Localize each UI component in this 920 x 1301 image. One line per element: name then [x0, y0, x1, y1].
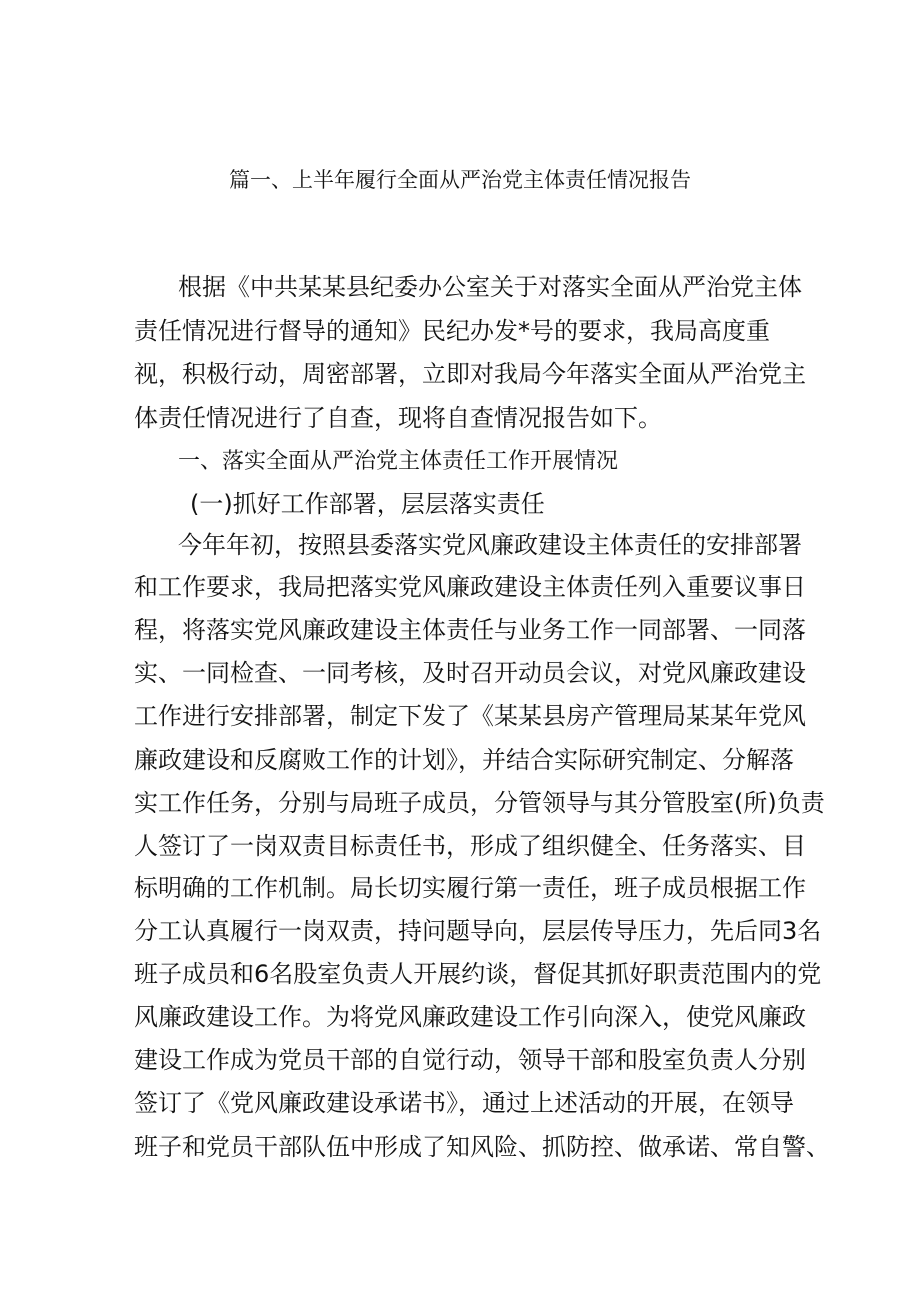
body-line: 和工作要求，我局把落实党风廉政建设主体责任列入重要议事日 — [134, 573, 806, 601]
body-line: 标明确的工作机制。局长切实履行第一责任，班子成员根据工作 — [134, 874, 806, 902]
body-line: 风廉政建设工作。为将党风廉政建设工作引向深入，使党风廉政 — [134, 1003, 806, 1031]
section-heading-1: 一、落实全面从严治党主体责任工作开展情况 — [178, 449, 619, 474]
body-line: 工作进行安排部署，制定下发了《某某县房产管理局某某年党风 — [134, 702, 806, 730]
body-line: 分工认真履行一岗双责，持问题导向，层层传导压力，先后同3名 — [134, 917, 822, 945]
body-line: 实工作任务，分别与局班子成员，分管领导与其分管股室(所)负责 — [134, 789, 825, 817]
subsection-heading-1: (一)抓好工作部署，层层落实责任 — [190, 490, 545, 518]
body-line: 签订了《党风廉政建设承诺书》，通过上述活动的开展，在领导 — [134, 1089, 794, 1117]
body-line: 人签订了一岗双责目标责任书，形成了组织健全、任务落实、目 — [134, 832, 806, 860]
paragraph-intro-line-1: 根据《中共某某县纪委办公室关于对落实全面从严治党主体 — [178, 273, 802, 301]
body-line: 班子成员和6名股室负责人开展约谈，督促其抓好职责范围内的党 — [134, 960, 822, 988]
body-line: 程，将落实党风廉政建设主体责任与业务工作一同部署、一同落 — [134, 616, 806, 644]
paragraph-intro-line-3: 视，积极行动，周密部署，立即对我局今年落实全面从严治党主 — [134, 360, 806, 388]
document-title: 篇一、上半年履行全面从严治党主体责任情况报告 — [229, 168, 691, 192]
body-line: 班子和党员干部队伍中形成了知风险、抓防控、做承诺、常自警、 — [134, 1133, 830, 1161]
body-line: 建设工作成为党员干部的自觉行动，领导干部和股室负责人分别 — [134, 1046, 806, 1074]
paragraph-intro-line-4: 体责任情况进行了自查，现将自查情况报告如下。 — [134, 404, 662, 432]
body-line: 廉政建设和反腐败工作的计划》，并结合实际研究制定、分解落 — [134, 746, 794, 774]
paragraph-intro-line-2: 责任情况进行督导的通知》民纪办发*号的要求，我局高度重 — [134, 317, 770, 345]
body-line: 今年年初，按照县委落实党风廉政建设主体责任的安排部署 — [178, 531, 802, 559]
body-line: 实、一同检查、一同考核，及时召开动员会议，对党风廉政建设 — [134, 659, 806, 687]
